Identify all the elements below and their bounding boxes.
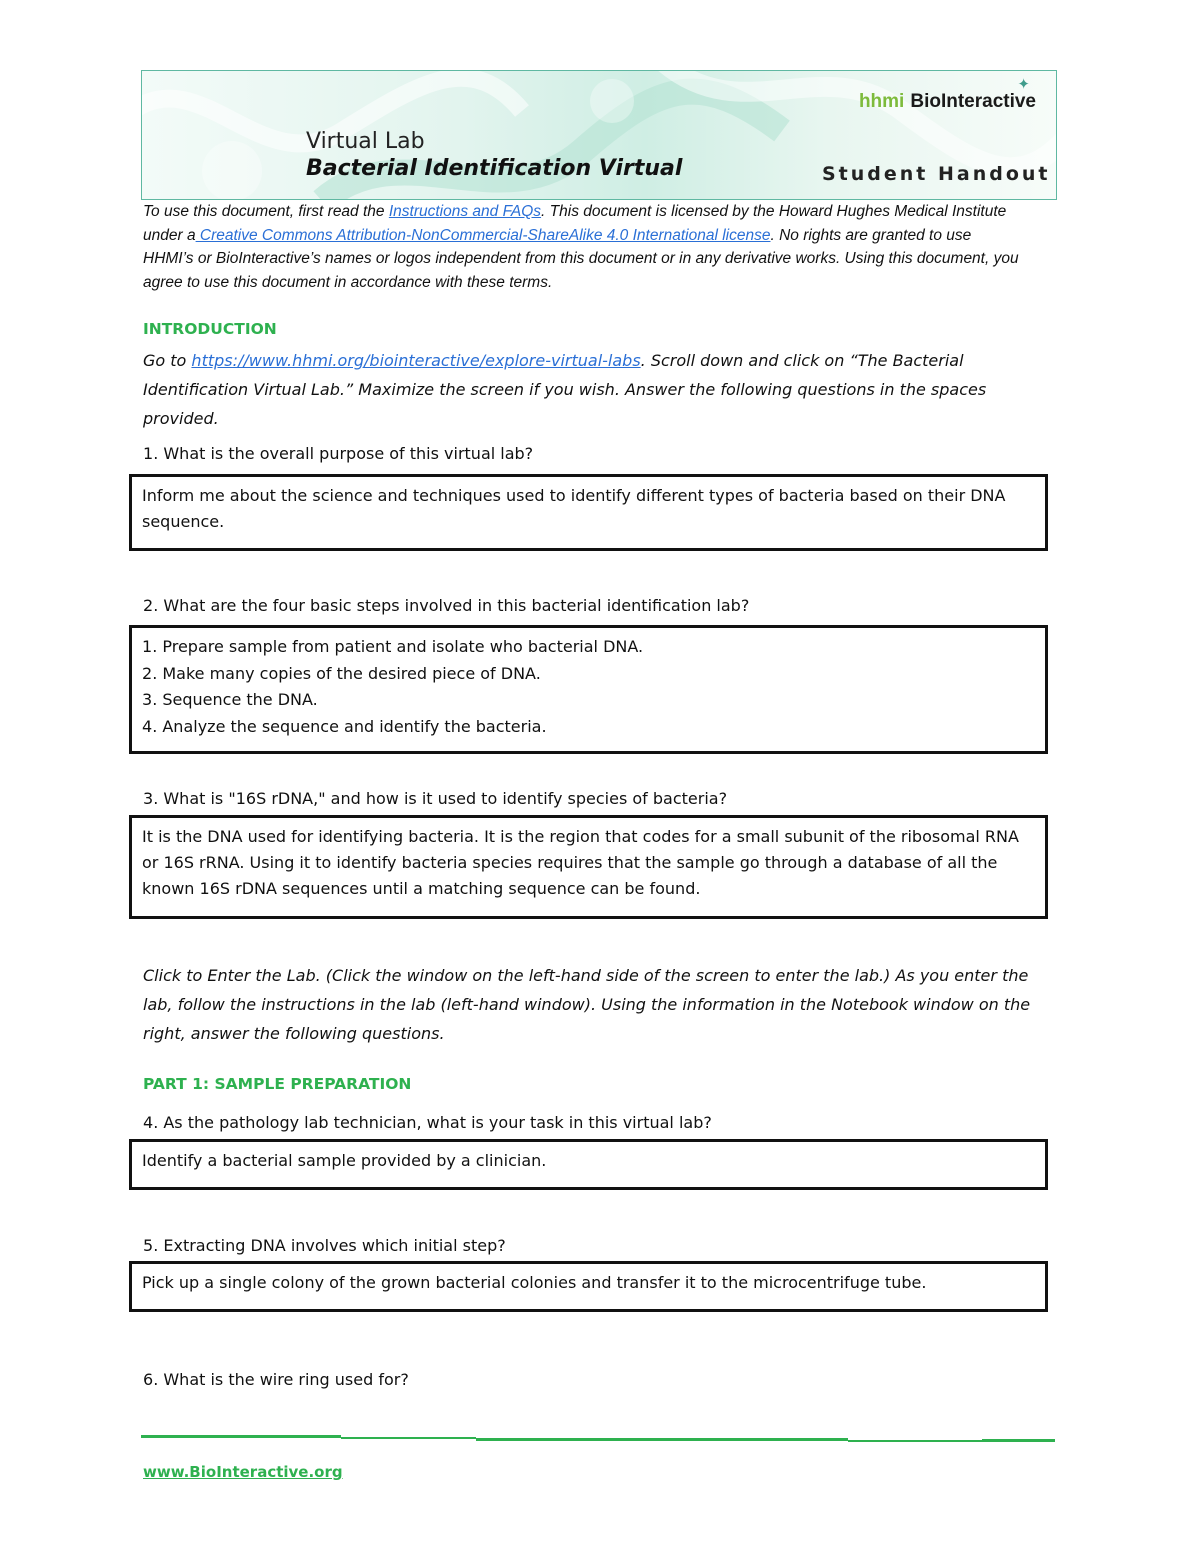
hhmi-biointeractive-logo: hhmi BioInteractive <box>858 91 1036 112</box>
answer-2-step: 2. Make many copies of the desired piece of DNA. <box>142 663 541 683</box>
answer-1-text: Inform me about the science and techniques used to identify different types of bacteria based on their DNA sequence. <box>142 486 1006 531</box>
answer-2-step: 3. Sequence the DNA. <box>142 690 318 709</box>
header-banner <box>141 70 1057 200</box>
header-handout-label: Student Handout <box>822 163 1051 185</box>
question-4: 4. As the pathology lab technician, what is your task in this virtual lab? <box>143 1113 712 1132</box>
instructions-faqs-link[interactable]: Instructions and FAQs <box>388 203 542 220</box>
question-3: 3. What is "16S rDNA," and how is it used to identify species of bacteria? <box>143 789 728 808</box>
introduction-heading: INTRODUCTION <box>143 320 277 338</box>
part1-heading: PART 1: SAMPLE PREPARATION <box>143 1075 412 1093</box>
question-5: 5. Extracting DNA involves which initial step? <box>143 1236 506 1255</box>
virtual-labs-link[interactable]: https://www.hhmi.org/biointeractive/explore-virtual-labs <box>191 351 641 370</box>
header-title-line2: Bacterial Identification Virtual <box>306 156 683 181</box>
answer-2-step: 1. Prepare sample from patient and isolate who bacterial DNA. <box>142 637 644 656</box>
answer-box-3[interactable] <box>129 815 1048 919</box>
biointeractive-mascot-icon: ✦ <box>1017 75 1030 93</box>
answer-4-text: Identify a bacterial sample provided by a clinician. <box>142 1151 547 1170</box>
answer-5-text: Pick up a single colony of the grown bacterial colonies and transfer it to the microcentrifuge tube. <box>142 1273 927 1292</box>
answer-3-text: It is the DNA used for identifying bacteria. It is the region that codes for a small subunit of the ribosomal RNA or 16S rRNA. Using it to identify bacteria species requires that the sample go through a database of all the known 16S rDNA sequences until a matching sequence can be found. <box>142 827 1019 898</box>
question-2: 2. What are the four basic steps involved in this bacterial identification lab? <box>143 596 750 615</box>
footer-rule <box>341 1437 476 1439</box>
answer-2-step: 4. Analyze the sequence and identify the bacteria. <box>142 716 547 736</box>
answer-box-2[interactable] <box>129 625 1048 754</box>
biointeractive-footer-link[interactable]: www.BioInteractive.org <box>143 1463 343 1481</box>
header-title-line1: Virtual Lab <box>306 129 425 154</box>
footer-rule <box>848 1440 982 1442</box>
footer-rule <box>982 1439 1055 1442</box>
footer-rule <box>141 1435 341 1438</box>
footer-rule <box>476 1438 848 1441</box>
creative-commons-link[interactable]: Creative Commons Attribution-NonCommercial-ShareAlike 4.0 International license <box>195 226 771 244</box>
introduction-paragraph: Go to https://www.hhmi.org/biointeractive/explore-virtual-labs. Scroll down and click on “The Bacterial Identification Virtual Lab.” Maximize the screen if you wish. Answer the following questions in the spaces provided. <box>143 351 987 428</box>
answer-box-5[interactable] <box>129 1261 1048 1312</box>
question-6: 6. What is the wire ring used for? <box>143 1370 409 1389</box>
license-paragraph: To use this document, first read the Instructions and FAQs. This document is licensed by the Howard Hughes Medical Institute under a Creative Commons Attribution-NonCommercial-ShareAlike 4.0 International license. No rights are granted to use HHMI’s or BioInteractive’s names or logos independent from this document or in any derivative works. Using this document, you agree to use this document in accordance with these terms. <box>143 203 1019 291</box>
answer-box-4[interactable] <box>129 1139 1048 1190</box>
answer-box-1[interactable] <box>129 474 1048 551</box>
question-1: 1. What is the overall purpose of this virtual lab? <box>143 444 534 463</box>
enter-lab-paragraph: Click to Enter the Lab. (Click the window on the left-hand side of the screen to enter the lab.) As you enter the lab, follow the instructions in the lab (left-hand window). Using the information in the Notebook window on the right, answer the following questions. <box>143 966 1031 1043</box>
